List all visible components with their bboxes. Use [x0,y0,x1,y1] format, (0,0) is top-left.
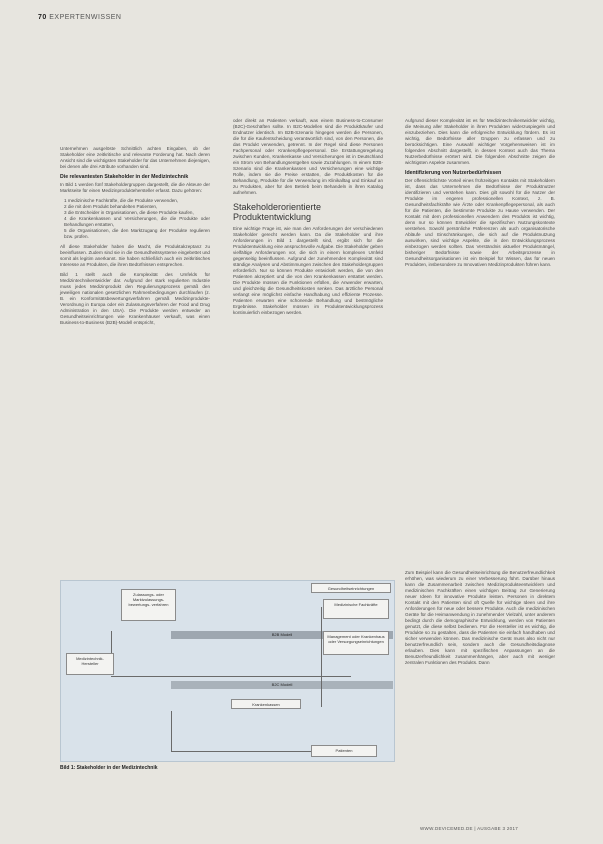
col3-paragraph-1: Aufgrund dieser Komplexität ist es für Medizintechnikentwickler wichtig, die Meinung aller Stakeholder in ihren Produkten widerzuspiegeln und einzubeziehen. Dies kann die erfolgreiche Entwicklung fördern. Es ist wichtig, die Bedürfnisse aller Gruppen zu erfassen und zu berücksichtigen. Eine Auswahl wichtiger Vorgehensweisen ist im folgenden Abschnitt dargestellt, in dessen Kontext auch das Thema Nutzerbedürfnisse erörtert wird. Die folgenden Abschnitte zeigen die wichtigsten Aspekte zusammen. [405,118,555,165]
col2-paragraph-2: Eine wichtige Frage ist, wie man den Anforderungen der verschiedenen Stakeholder gerecht werden kann. Da die Stakeholder und ihre Anforderungen in Bild 1 dargestellt sind, ergibt sich für die Produktentwicklung eine anspruchsvolle Aufgabe. Die Stakeholder geben vielfältige Anforderungen vor, die sich in einem komplexen Umfeld gegenseitig beeinflussen. Aufgrund der zunehmenden Komplexität sind ständige Analysen und Abstimmungen zwischen den Stakeholdergruppen erforderlich. Nur so können Produkte entwickelt werden, die von den Patienten akzeptiert und die von den Krankenkassen erstattet werden. Die Produkte müssen die Funktionen erfüllen, die Anwender erwarten, und gleichzeitig die Gesundheitskosten senken. Das ärztliche Personal verlangt eine möglichst einfache Handhabung und effiziente Prozesse. Patienten erwarten eine schonende Behandlung und bestmögliche Ergebnisse. Stakeholder müssen im Produktentwicklungsprozess kontinuierlich einbezogen werden. [233,226,383,315]
stakeholder-diagram [60,580,395,762]
col1-paragraph-2: All diese Stakeholder haben die Macht, die Produktakzeptanz zu beeinflussen. Zudem sind sie in die Gesundheitssysteme eingebettet und somit als legitim anerkannt. Sie haben schließlich auch ein zeitkritisches Interesse an Produkten, die ihren Bedürfnissen entsprechen. [60,244,210,267]
b2c-bar: B2C Modell [171,681,393,689]
page-footer: WWW.DEVICEMED.DE | AUSGABE 3 2017 [420,826,519,831]
list-item: 4 die Krankenkassen und Versicherungen, die die Produkte oder Behandlungen erstatten, [64,216,210,227]
list-item: 2 die mit dem Produkt behandelten Patienten, [64,204,158,209]
col1-intro: Unternehmen ausgelöste Schnittlich achten Eingaben, ob der Stakeholder eine zeitkritische und relevante Forderung hat. Nach deren Ansicht sind die wichtigsten Stakeholder für das Unternehmen diejenigen, bei denen alle drei Attribute vorhanden sind. [60,146,210,169]
col2-heading: Stakeholderorientierte Produktentwicklung [233,202,322,222]
connector-line [321,607,322,707]
list-item: 3 die Entscheider in Organisationen, die diese Produkte kaufen, [64,210,194,215]
connector-line [171,711,172,751]
col1-paragraph-3: Bild 1 stellt auch die Komplexität des Umfelds für Medizintechnikentwickler dar. Aufgrund der stark regulierten Industrie muss jedes Medizinprodukt den Regulierungsprozess gemäß den jeweiligen nationalen gesetzlichen Rahmenbedingungen durchlaufen (z. B. ein Konformitätsbewertungsverfahren gemäß Medizinprodukte-Verordnung in Europa oder ein Zulassungsverfahren der Food and Drug Administration in den USA). Die Produkte werden entweder an Gesundheitseinrichtungen wie Krankenhäuser verkauft, was einen Business-to-Business (B2B)-Modell entspricht, [60,272,210,325]
list-item: 5 die Organisationen, die den Marktzugang der Produkte regulieren bzw. prüfen. [64,228,210,239]
col1-paragraph-1: In Bild 1 werden fünf Stakeholdergruppen dargestellt, die die Akteure der Marktseite für einen Medizinproduktehersteller erfasst. Dazu gehören: [60,182,210,193]
page-number: 70 [38,14,47,21]
col3b-paragraph: Zum Beispiel kann die Gesundheitseinrichtung die Benutzerfreundlichkeit erhöhen, was wiederum zu einer Verbesserung führt. Darüber hinaus kann die Zusammenarbeit zwischen Medizinprodukteentwicklern und medizinischen Fachkräften einen wichtigen Beitrag zur Generierung neuer Ideen für innovative Produkte leisten. Personen in direktem Kontakt mit den Patienten sind oft Quelle für wichtige Ideen und ihre Anforderungen für neue oder bessere Produkte. Auch die medizinischen Geräte für die Heimanwendung in zunehmender Vielzahl, unter anderem bedingt durch die demographische Entwicklung, werden von Patienten genutzt, die diese selbst bedienen. Für die Hersteller ist es wichtig, die Produkte so zu gestalten, dass die Patienten sie einfach handhaben und sicher verwenden können. Das medizinische Gerät muss also nicht nur benutzerfreundlich sein, sondern auch die Gesundheitsdiagnose erlauben. Dies kann mit spezifischen Anpassungen an die Benutzerfreundlichkeit zusammenhängen, aber auch mit weniger zentralen Funktionen des Produkts. Dann [405,570,555,665]
facilities-box: Gesundheitseinrichtungen [311,583,391,593]
figure-caption: Bild 1: Stakeholder in der Medizintechnik [60,765,158,771]
column-3 [405,118,555,272]
col3-paragraph-2: Der offensichtlichste Vorteil eines frühzeitigen Kontakts mit Stakeholdern ist, dass das Unternehmen die Bedürfnisse der Produktnutzer identifizieren und verstehen kann. Dies gilt sowohl für die Nutzer der Produkte im engeren professionellen Kontext, z. B. Gesundheitsfachkräfte wie Ärzte oder Krankenpflegepersonal, als auch für die Patienten, die bestimmte Produkte zu Hause verwenden. Der Kontakt mit dem professionellen Anwendern des Produkts ist wichtig, denn nur so können Entwickler die spezifischen Nutzungskontexte verstehen. Sowohl persönliche Präferenzen als auch organisatorische Abläufe und Einschränkungen, die sich auf die Produktnutzung auswirken, sind wichtige Aspekte, die in den Entwicklungsprozess einbezogen werden sollten. Das Verständnis aktueller Produktmängel, bisheriger Bedürfnisse sowie der Arbeitsprozesse in Gesundheitsorganisationen ist ein Beispiel für Wissen, das für neuen Produkten, insbesondere zu Innovativen Medizinprodukten führen kann. [405,178,555,267]
column-3-continued [405,570,555,666]
section-title: EXPERTENWISSEN [49,14,122,21]
stakeholder-list [60,198,210,240]
regulator-box: Zulassungs- oder Marktzulassungs- bewertungs- verfahren [121,589,176,621]
page-header [38,14,121,21]
b2b-bar: B2B Modell [171,631,393,639]
staff-box: Medizinische Fachkräfte [323,599,389,619]
col1-heading: Die relevantesten Stakeholder in der Medizintechnik [60,174,189,180]
column-2 [233,118,383,320]
manufacturer-box: Medizintechnik- Hersteller [66,653,114,675]
col2-paragraph-1: oder direkt an Patienten verkauft, was einem Business-to-Consumer (B2C)-Geschäften sollte. In B2C-Modellen sind die Produktkäufer und Endnutzer identisch. Im B2B-Szenario hingegen werden die Personen, die für die Kaufentscheidung verantwortlich sind, von den Personen, die das Produkt verwenden, getrennt. In der Regel sind diese Personen Fachpersonal oder Krankenpflegepersonal. Die Erstattungsregelung zwischen Kunden, Krankenkasse und Versicherungen ist in Deutschland ein Strom von Behandlungsentgelten sowie Zuzahlungen. In einem B2B-Szenario sind die Krankenkassen und Versicherungen eine wichtige Rolle, indem sie die Preise erstatten, die Produktkosten für die Behandlung, Produkte für die Verwendung im Klinikalltag und Einkauf an zu Produkten, aber für den Betrieb beim Behandeln in ihren Katalog aufnehmen. [233,118,383,195]
col3-heading: Identifizierung von Nutzerbedürfnissen [405,170,502,176]
insurers-box: Krankenkassen [231,699,301,709]
column-1 [60,146,210,330]
connector-line [111,676,351,677]
managers-box: Management oder Krankenhaus oder Versorgungseinrichtungen [323,631,389,655]
patients-box: Patienten [311,745,377,757]
list-item: 1 medizinische Fachkräfte, die die Produkte verwenden, [64,198,179,203]
